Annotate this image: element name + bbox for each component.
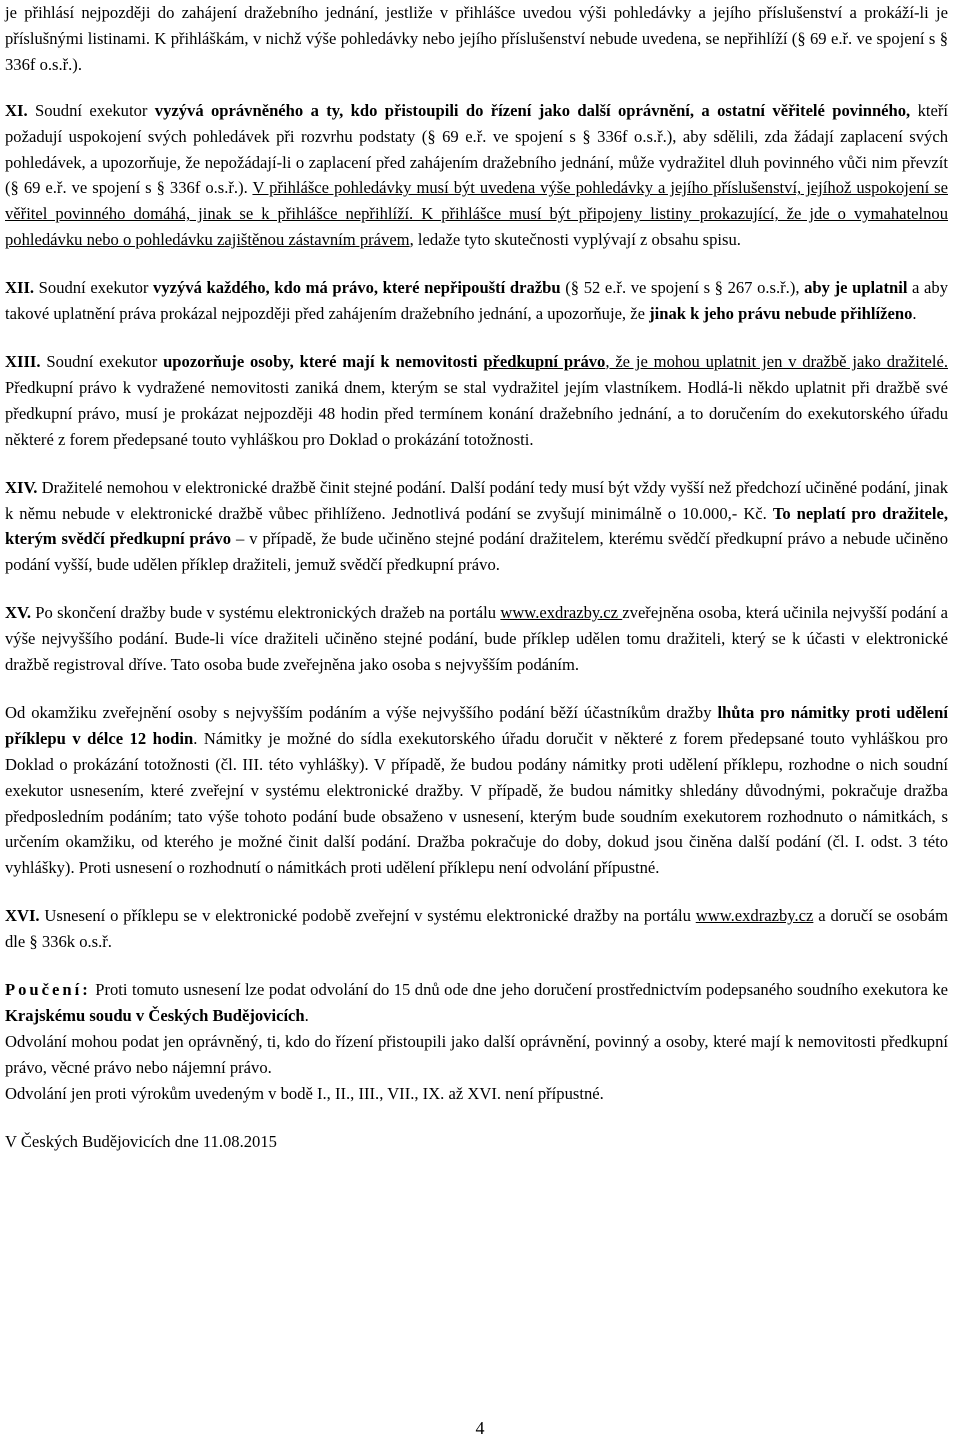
section-bold-text: upozorňuje osoby, které mají k nemovitosti <box>163 351 484 371</box>
section-text: zveřejněna osoba, která učinila nejvyšší podání a výše nejvyššího podání. Bude-li více dražiteli učiněno stejné podání, bude příklep udělen tomu dražiteli, který se k účasti v elektronické dražbě registroval dříve. Tato osoba bude zveřejněna jako osoba s nejvyšším podáním. <box>5 603 949 675</box>
section-text: Odvolání jen proti výrokům uvedeným v bodě I., II., III., VII., IX. až XVI. není přípustné. <box>5 1083 604 1103</box>
section-number: XIV. <box>5 477 38 497</box>
section-bold-text: jinak k jeho právu nebude přihlíženo <box>649 304 913 324</box>
section-number: XVI. <box>5 906 40 926</box>
objections-paragraph <box>5 700 948 881</box>
section-text: . <box>912 304 917 324</box>
section-text: a doručí se osobám dle § 336k o.s.ř. <box>5 906 948 952</box>
section-number: XIII. <box>5 351 41 371</box>
section-text: Usnesení o příklepu se v elektronické podobě zveřejní v systému elektronické dražby na portálu <box>39 906 696 926</box>
section-xvi <box>5 903 948 955</box>
section-text: kteří požadují uspokojení svých pohledávek při rozvrhu podstaty (§ 69 e.ř. ve spojení s § 336f o.s.ř.), aby sdělili, zda žádají zaplacení svých pohledávek, a upozorňuje, že nepožádají-li o zaplacení před zahájením dražebního jednání, může vydražitel dluh povinného vůči nim převzít (§ 69 e.ř. ve spojení s § 336f o.s.ř.). <box>5 100 948 198</box>
section-text: Dražitelé nemohou v elektronické dražbě činit stejné podání. Další podání tedy musí být vždy vyšší než předchozí učiněné podání, jinak k němu nebude v elektronické dražbě vůbec přihlíženo. Jednotlivá podání se zvyšují minimálně o 10.000,- Kč. <box>5 477 948 523</box>
pouceni-label: Poučení: <box>5 980 91 1000</box>
section-text: Od okamžiku zveřejnění osoby s nejvyšším podáním a výše nejvyššího podání běží účastníkům dražby <box>5 702 718 722</box>
section-text: . Námitky je možné do sídla exekutorského úřadu doručit v některé z forem předepsané touto vyhláškou pro Doklad o prokázání totožnosti (čl. III. této vyhlášky). V případě, že budou podány námitky proti udělení příklepu, rozhodne o nich soudní exekutor usnesením, které zveřejní v systému elektronické dražby. V případě, že budou námitky shledány důvodnými, pokračuje dražba předposledním podáním; tato výše tohoto podání bude obsaženo v usnesení, kterým bude soudním exekutorem rozhodnuto o námitkách, s určením okamžiku, od kterého je možné činit další podání. Dražba pokračuje do doby, dokud jsou činěna další podání (čl. I. odst. 3 této vyhlášky). Proti usnesení o rozhodnutí o námitkách proti udělení příklepu není odvolání přípustné. <box>5 728 948 878</box>
intro-paragraph <box>5 0 948 78</box>
section-bold-text: vyzývá oprávněného a ty, kdo přistoupili do řízení jako další oprávnění, a ostatní věřitelé povinného, <box>154 100 911 120</box>
court-name: Krajskému soudu v Českých Budějovicích <box>5 1006 305 1025</box>
section-xv <box>5 600 948 678</box>
section-text: Soudní exekutor <box>27 100 155 120</box>
section-text: , ledaže tyto skutečnosti vyplývají z obsahu spisu. <box>409 230 741 250</box>
page-number: 4 <box>475 1418 485 1438</box>
section-text: Soudní exekutor <box>34 278 154 298</box>
section-text: . <box>304 1006 309 1025</box>
section-xi <box>5 98 948 253</box>
section-text: Po skončení dražby bude v systému elektronických dražeb na portálu <box>30 603 501 623</box>
section-text: a aby takové uplatnění práva prokázal nejpozději před zahájením dražebního jednání, a upozorňuje, že <box>5 278 949 324</box>
section-bold-text: lhůta pro námitky proti udělení příklepu v délce 12 hodin <box>5 702 948 748</box>
section-text: (§ 52 e.ř. ve spojení s § 267 o.s.ř.), <box>560 278 805 298</box>
section-underlined-text: , že je mohou uplatnit jen v dražbě jako dražitelé. <box>605 351 948 371</box>
section-text: Proti tomuto usnesení lze podat odvolání do 15 dnů ode dne jeho doručení prostřednictvím podepsaného soudního exekutora ke <box>90 980 948 1000</box>
section-number: XI. <box>5 100 28 120</box>
section-xiii <box>5 349 948 453</box>
section-text: Odvolání mohou podat jen oprávněný, ti, kdo do řízení přistoupili jako další oprávnění, povinný a osoby, které mají k nemovitosti předkupní právo, věcné právo nebo nájemní právo. <box>5 1031 948 1077</box>
section-text: – v případě, že bude učiněno stejné podání dražitelem, kterému svědčí předkupní právo a nebude učiněno podání vyšší, bude udělen příklep dražiteli, jemuž svědčí předkupní právo. <box>5 529 948 575</box>
section-text: Předkupní právo k vydražené nemovitosti zaniká dnem, kterým se stal vydražitel jejím vlastníkem. Hodlá-li někdo uplatnit při dražbě své předkupní právo, musí je prokázat nejpozději 48 hodin před termínem konání dražebního jednání, a to doručením do exekutorského úřadu některé z forem předepsané touto vyhláškou pro Doklad o prokázání totožnosti. <box>5 377 948 449</box>
intro-text: je přihlásí nejpozději do zahájení dražebního jednání, jestliže v přihlášce uvedou výši pohledávky a jejího příslušenství a prokáží-li je příslušnými listinami. K přihláškám, v nichž výše pohledávky nebo jejího příslušenství nebude uvedena, se nepřihlíží (§ 69 e.ř. ve spojení s § 336f o.s.ř.). <box>5 3 948 74</box>
section-underlined-text: V přihlášce pohledávky musí být uvedena výše pohledávky a jejího příslušenství, jejíhož uspokojení se věřitel povinného domáhá, jinak se k přihlášce nepřihlíží. K přihlášce musí být připojeny listiny prokazující, že jde o vymahatelnou pohledávku nebo o pohledávku zajištěnou zástavním právem <box>5 178 948 250</box>
place-date: V Českých Budějovicích dne 11.08.2015 <box>5 1131 277 1151</box>
exdrazby-link[interactable]: www.exdrazby.cz <box>695 906 814 926</box>
exdrazby-link[interactable]: www.exdrazby.cz <box>500 603 623 623</box>
section-bold-text: To neplatí pro dražitele, kterým svědčí předkupní právo <box>5 503 949 549</box>
pouceni-paragraph <box>5 977 948 1029</box>
section-bold-text: vyzývá každého, kdo má právo, které nepřipouští dražbu <box>153 278 561 298</box>
section-text: Soudní exekutor <box>40 351 164 371</box>
section-xiv <box>5 475 948 579</box>
section-xii <box>5 275 948 327</box>
section-bold-underlined-text: předkupní právo <box>483 351 606 371</box>
pouceni-line-2 <box>5 1029 948 1081</box>
section-bold-text: aby je uplatnil <box>804 278 908 298</box>
pouceni-line-3 <box>5 1081 948 1107</box>
section-number: XII. <box>5 278 35 298</box>
section-number: XV. <box>5 603 31 623</box>
